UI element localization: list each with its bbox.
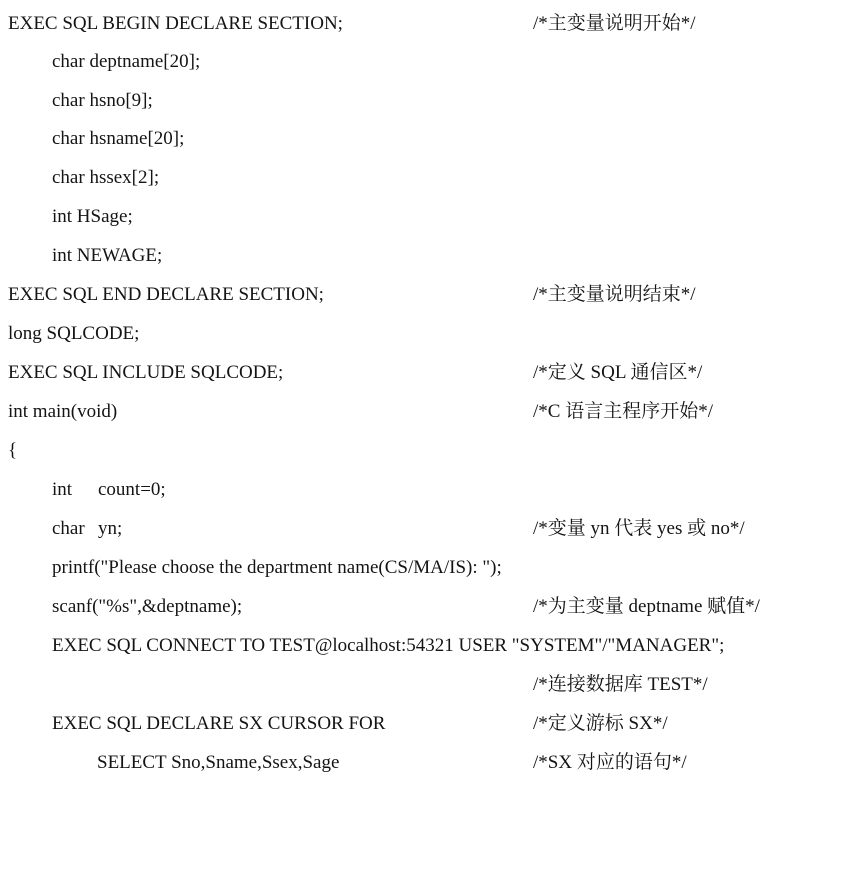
code-text: char hsname[20]; [52, 128, 185, 149]
code-text: long SQLCODE; [8, 323, 140, 344]
code-line [0, 5, 860, 43]
code-line [0, 510, 860, 548]
code-type: int [52, 479, 73, 500]
code-text: char hssex[2]; [52, 167, 160, 188]
code-line [0, 666, 860, 704]
code-text: printf("Please choose the department name(CS/MA/IS): "); [52, 557, 502, 578]
code-line [0, 120, 860, 158]
code-line [0, 354, 860, 392]
code-comment: /*C 语言主程序开始*/ [533, 401, 713, 422]
code-text: EXEC SQL CONNECT TO TEST@localhost:54321 USER "SYSTEM"/"MANAGER"; [52, 635, 725, 656]
code-decl: count=0; [98, 479, 166, 500]
code-text: EXEC SQL END DECLARE SECTION; [8, 284, 324, 305]
code-comment: /*定义 SQL 通信区*/ [533, 362, 703, 383]
code-line [0, 159, 860, 197]
code-line [0, 705, 860, 743]
code-line [0, 549, 860, 587]
code-line [0, 471, 860, 509]
code-comment: /*连接数据库 TEST*/ [533, 674, 708, 695]
code-text [52, 471, 166, 509]
code-line [0, 82, 860, 120]
code-comment: /*变量 yn 代表 yes 或 no*/ [533, 518, 745, 539]
code-decl: yn; [98, 518, 123, 539]
code-line [0, 237, 860, 275]
code-text: int NEWAGE; [52, 245, 163, 266]
code-text: char hsno[9]; [52, 90, 153, 111]
code-line [0, 627, 860, 665]
code-text: int HSage; [52, 206, 133, 227]
code-comment: /*定义游标 SX*/ [533, 713, 668, 734]
code-text: SELECT Sno,Sname,Ssex,Sage [97, 752, 340, 773]
code-line [0, 744, 860, 782]
code-text: int main(void) [8, 401, 118, 422]
code-line [0, 588, 860, 626]
code-line [0, 432, 860, 470]
code-comment: /*主变量说明开始*/ [533, 13, 696, 34]
code-text: EXEC SQL INCLUDE SQLCODE; [8, 362, 284, 383]
code-comment: /*SX 对应的语句*/ [533, 752, 687, 773]
code-text: char deptname[20]; [52, 51, 201, 72]
code-text: EXEC SQL DECLARE SX CURSOR FOR [52, 713, 386, 734]
code-comment: /*主变量说明结束*/ [533, 284, 696, 305]
code-text: { [8, 440, 18, 461]
code-text: scanf("%s",&deptname); [52, 596, 243, 617]
code-line [0, 276, 860, 314]
code-type: char [52, 518, 85, 539]
code-text [52, 510, 122, 548]
code-line [0, 198, 860, 236]
code-line [0, 315, 860, 353]
code-comment: /*为主变量 deptname 赋值*/ [533, 596, 760, 617]
code-line [0, 43, 860, 81]
code-line [0, 393, 860, 431]
code-text: EXEC SQL BEGIN DECLARE SECTION; [8, 13, 343, 34]
